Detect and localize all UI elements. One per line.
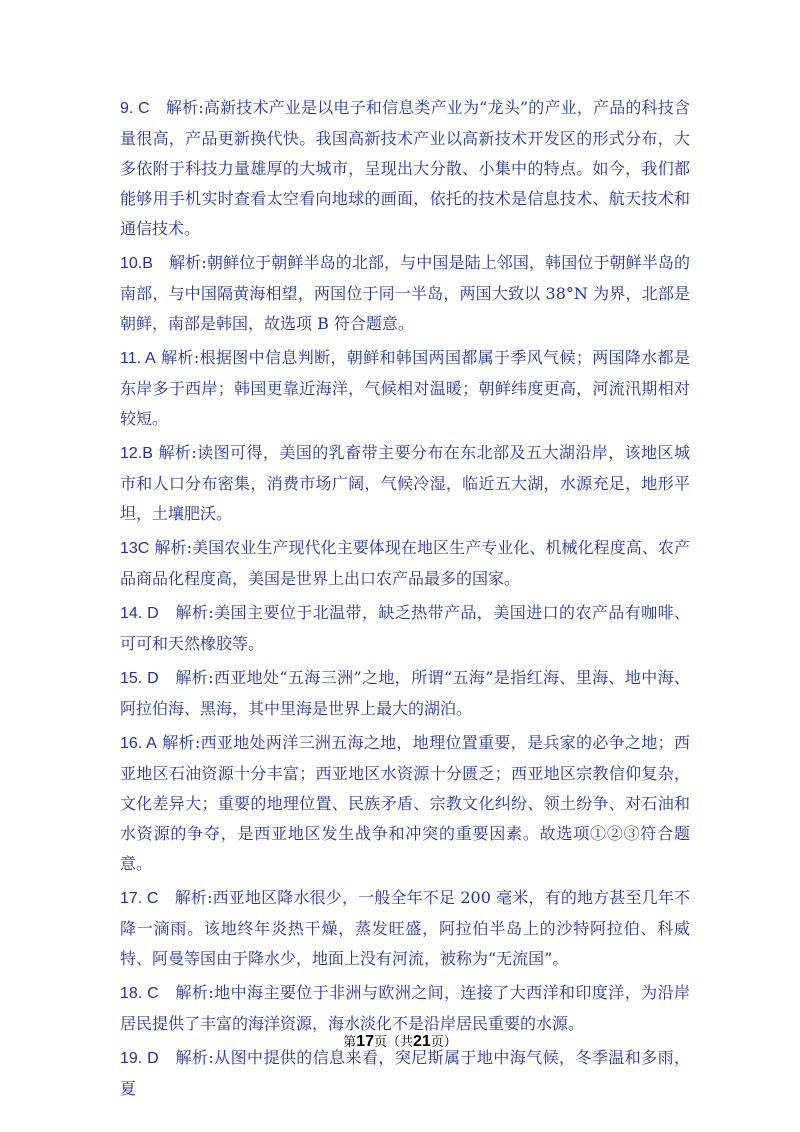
answer-number: 18. C	[120, 985, 159, 1002]
answer-item-15	[120, 663, 690, 724]
answer-number: 19. D	[120, 1050, 159, 1067]
answer-number: 10.B	[120, 255, 153, 272]
page-number: 17	[356, 1033, 374, 1050]
answer-item-10	[120, 248, 690, 339]
answer-list	[120, 93, 690, 1108]
answer-text: 解析:地中海主要位于非洲与欧洲之间，连接了大西洋和印度洋，为沿岸居民提供了丰富的海洋资源，海水淡化不是沿岸居民重要的水源。	[120, 983, 690, 1033]
answer-number: 13C	[120, 540, 150, 557]
answer-number: 17. C	[120, 890, 159, 907]
answer-text: 解析:美国农业生产现代化主要体现在地区生产专业化、机械化程度高、农产品商品化程度高，美国是世界上出口农产品最多的国家。	[120, 538, 690, 588]
answer-item-13	[120, 533, 690, 594]
page-footer	[0, 1031, 800, 1051]
answer-text: 解析:朝鲜位于朝鲜半岛的北部，与中国是陆上邻国，韩国位于朝鲜半岛的南部，与中国隔黄海相望，两国位于同一半岛，两国大致以 38°N 为界，北部是朝鲜，南部是韩国，故选项 B 符合题意。	[120, 253, 690, 333]
answer-item-9	[120, 93, 690, 244]
answer-text: 解析:西亚地处“五海三洲”之地，所谓“五海”是指红海、里海、地中海、阿拉伯海、黑海，其中里海是世界上最大的湖泊。	[120, 668, 690, 718]
answer-item-16	[120, 728, 690, 879]
answer-text: 解析:根据图中信息判断，朝鲜和韩国两国都属于季风气候；两国降水都是东岸多于西岸；韩国更靠近海洋，气候相对温暖；朝鲜纬度更高，河流汛期相对较短。	[120, 348, 690, 428]
answer-item-19	[120, 1043, 690, 1104]
answer-text: 解析:读图可得，美国的乳畜带主要分布在东北部及五大湖沿岸，该地区城市和人口分布密集，消费市场广阔，气候冷湿，临近五大湖，水源充足，地形平坦，土壤肥沃。	[120, 443, 690, 523]
answer-text: 解析:西亚地区降水很少，一般全年不足 200 毫米，有的地方甚至几年不降一滴雨。该地终年炎热干燥，蒸发旺盛，阿拉伯半岛上的沙特阿拉伯、科威特、阿曼等国由于降水少，地面上没有河流，被称为“无流国”。	[120, 888, 690, 968]
answer-number: 12.B	[120, 445, 153, 462]
answer-item-18	[120, 978, 690, 1039]
answer-text: 解析:西亚地处两洋三洲五海之地，地理位置重要，是兵家的必争之地；西亚地区石油资源十分丰富；西亚地区水资源十分匮乏；西亚地区宗教信仰复杂，文化差异大；重要的地理位置、民族矛盾、宗教文化纠纷、领土纷争、对石油和水资源的争夺，是西亚地区发生战争和冲突的重要因素。故选项①②③符合题意。	[120, 733, 690, 873]
answer-item-11	[120, 343, 690, 434]
answer-number: 16. A	[120, 735, 157, 752]
footer-prefix: 第	[343, 1035, 357, 1050]
answer-text: 解析:高新技术产业是以电子和信息类产业为“龙头”的产业，产品的科技含量很高，产品更新换代快。我国高新技术产业以高新技术开发区的形式分布，大多依附于科技力量雄厚的大城市，呈现出大分散、小集中的特点。如今，我们都能够用手机实时查看太空看向地球的画面，依托的技术是信息技术、航天技术和通信技术。	[120, 98, 690, 238]
footer-mid: 页（共	[373, 1035, 413, 1050]
answer-number: 15. D	[120, 670, 159, 687]
answer-item-14	[120, 598, 690, 659]
total-pages: 21	[413, 1033, 431, 1050]
answer-number: 14. D	[120, 605, 159, 622]
answer-item-12	[120, 438, 690, 529]
answer-text: 解析:美国主要位于北温带，缺乏热带产品，美国进口的农产品有咖啡、可可和天然橡胶等。	[120, 603, 690, 653]
answer-number: 9. C	[120, 100, 150, 117]
answer-item-17	[120, 883, 690, 974]
footer-suffix: 页）	[430, 1035, 457, 1050]
answer-text: 解析:从图中提供的信息来看，突尼斯属于地中海气候，冬季温和多雨，夏	[120, 1048, 690, 1098]
answer-number: 11. A	[120, 350, 156, 367]
